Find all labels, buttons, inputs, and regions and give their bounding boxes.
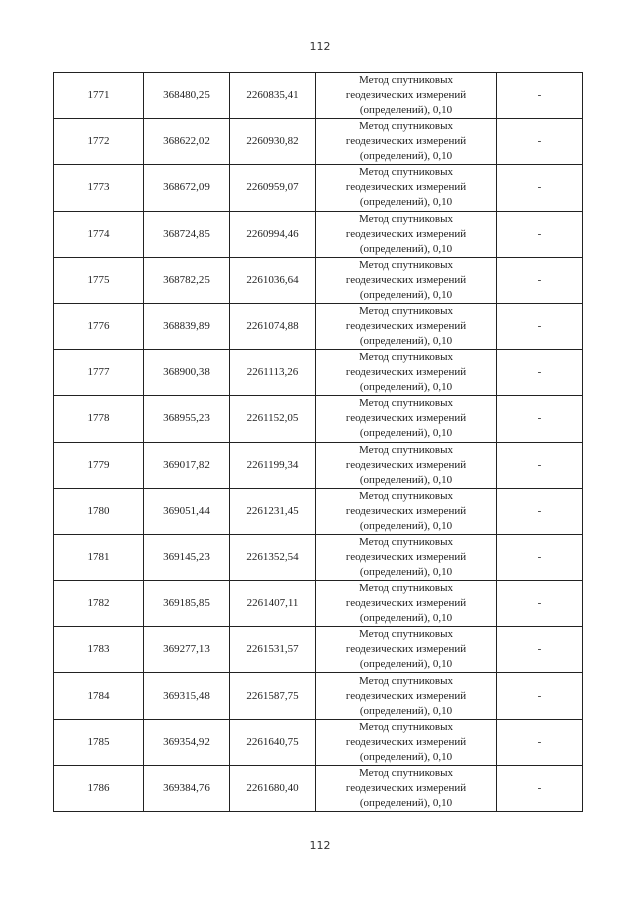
method-text-line3: (определений), 0,10 — [359, 658, 453, 671]
y-coordinate-cell: 2261407,11 — [230, 581, 316, 627]
method-cell — [316, 719, 497, 765]
description-cell: - — [497, 211, 583, 257]
description-cell: - — [497, 396, 583, 442]
x-coordinate-cell: 369145,23 — [144, 534, 230, 580]
method-text-line2: геодезических измерений — [345, 689, 467, 702]
description-cell: - — [497, 119, 583, 165]
table-row — [54, 442, 583, 488]
method-text-line1: Метод спутниковых — [359, 351, 453, 364]
method-text-line3: (определений), 0,10 — [359, 612, 453, 625]
method-cell — [316, 119, 497, 165]
table-row — [54, 396, 583, 442]
point-number-cell: 1778 — [54, 396, 144, 442]
coordinates-table — [53, 72, 583, 812]
method-text-line3: (определений), 0,10 — [359, 750, 453, 763]
method-text-line3: (определений), 0,10 — [359, 796, 453, 809]
method-text-line1: Метод спутниковых — [359, 674, 453, 687]
x-coordinate-cell: 369185,85 — [144, 581, 230, 627]
method-text-line1: Метод спутниковых — [359, 258, 453, 271]
description-cell: - — [497, 303, 583, 349]
method-cell — [316, 73, 497, 119]
method-cell — [316, 303, 497, 349]
method-text-line3: (определений), 0,10 — [359, 427, 453, 440]
point-number-cell: 1772 — [54, 119, 144, 165]
description-cell: - — [497, 673, 583, 719]
point-number-cell: 1783 — [54, 627, 144, 673]
point-number-cell: 1782 — [54, 581, 144, 627]
y-coordinate-cell: 2261036,64 — [230, 257, 316, 303]
x-coordinate-cell: 368955,23 — [144, 396, 230, 442]
table-row — [54, 719, 583, 765]
method-text-line3: (определений), 0,10 — [359, 335, 453, 348]
table-row — [54, 73, 583, 119]
point-number-cell: 1786 — [54, 765, 144, 811]
x-coordinate-cell: 368900,38 — [144, 350, 230, 396]
y-coordinate-cell: 2261531,57 — [230, 627, 316, 673]
method-cell — [316, 442, 497, 488]
method-text-line3: (определений), 0,10 — [359, 196, 453, 209]
point-number-cell: 1771 — [54, 73, 144, 119]
table-row — [54, 165, 583, 211]
page-number-top: 112 — [309, 40, 331, 53]
y-coordinate-cell: 2261352,54 — [230, 534, 316, 580]
point-number-cell: 1773 — [54, 165, 144, 211]
method-text-line1: Метод спутниковых — [359, 535, 453, 548]
method-text-line1: Метод спутниковых — [359, 212, 453, 225]
method-text-line2: геодезических измерений — [345, 320, 467, 333]
description-cell: - — [497, 719, 583, 765]
table-row — [54, 765, 583, 811]
method-text-line3: (определений), 0,10 — [359, 519, 453, 532]
method-cell — [316, 257, 497, 303]
method-text-line1: Метод спутниковых — [359, 766, 453, 779]
method-text-line2: геодезических измерений — [345, 412, 467, 425]
table-row — [54, 350, 583, 396]
description-cell: - — [497, 488, 583, 534]
method-cell — [316, 534, 497, 580]
y-coordinate-cell: 2261113,26 — [230, 350, 316, 396]
method-text-line2: геодезических измерений — [345, 597, 467, 610]
point-number-cell: 1779 — [54, 442, 144, 488]
description-cell: - — [497, 765, 583, 811]
y-coordinate-cell: 2260835,41 — [230, 73, 316, 119]
method-text-line2: геодезических измерений — [345, 550, 467, 563]
method-text-line1: Метод спутниковых — [359, 582, 453, 595]
x-coordinate-cell: 369354,92 — [144, 719, 230, 765]
description-cell: - — [497, 534, 583, 580]
method-text-line1: Метод спутниковых — [359, 166, 453, 179]
method-text-line3: (определений), 0,10 — [359, 704, 453, 717]
method-text-line1: Метод спутниковых — [359, 120, 453, 133]
method-text-line2: геодезических измерений — [345, 181, 467, 194]
method-text-line3: (определений), 0,10 — [359, 104, 453, 117]
table-row — [54, 673, 583, 719]
point-number-cell: 1781 — [54, 534, 144, 580]
method-text-line2: геодезических измерений — [345, 735, 467, 748]
x-coordinate-cell: 369017,82 — [144, 442, 230, 488]
method-text-line1: Метод спутниковых — [359, 397, 453, 410]
method-text-line1: Метод спутниковых — [359, 443, 453, 456]
y-coordinate-cell: 2260930,82 — [230, 119, 316, 165]
table-row — [54, 303, 583, 349]
page-number-bottom: 112 — [309, 839, 331, 852]
method-text-line1: Метод спутниковых — [359, 720, 453, 733]
method-text-line3: (определений), 0,10 — [359, 565, 453, 578]
y-coordinate-cell: 2261587,75 — [230, 673, 316, 719]
method-cell — [316, 765, 497, 811]
table-row — [54, 211, 583, 257]
method-text-line2: геодезических измерений — [345, 366, 467, 379]
y-coordinate-cell: 2261680,40 — [230, 765, 316, 811]
table-row — [54, 257, 583, 303]
description-cell: - — [497, 442, 583, 488]
x-coordinate-cell: 368672,09 — [144, 165, 230, 211]
method-text-line3: (определений), 0,10 — [359, 242, 453, 255]
method-text-line1: Метод спутниковых — [359, 628, 453, 641]
method-text-line2: геодезических измерений — [345, 273, 467, 286]
method-cell — [316, 627, 497, 673]
y-coordinate-cell: 2261199,34 — [230, 442, 316, 488]
y-coordinate-cell: 2261152,05 — [230, 396, 316, 442]
method-text-line2: геодезических измерений — [345, 227, 467, 240]
point-number-cell: 1777 — [54, 350, 144, 396]
table-row — [54, 119, 583, 165]
x-coordinate-cell: 368622,02 — [144, 119, 230, 165]
method-cell — [316, 211, 497, 257]
method-cell — [316, 350, 497, 396]
point-number-cell: 1776 — [54, 303, 144, 349]
table-row — [54, 488, 583, 534]
point-number-cell: 1775 — [54, 257, 144, 303]
y-coordinate-cell: 2261640,75 — [230, 719, 316, 765]
point-number-cell: 1785 — [54, 719, 144, 765]
point-number-cell: 1780 — [54, 488, 144, 534]
x-coordinate-cell: 369277,13 — [144, 627, 230, 673]
method-text-line1: Метод спутниковых — [359, 305, 453, 318]
x-coordinate-cell: 369051,44 — [144, 488, 230, 534]
x-coordinate-cell: 368839,89 — [144, 303, 230, 349]
method-text-line2: геодезических измерений — [345, 89, 467, 102]
method-text-line2: геодезических измерений — [345, 504, 467, 517]
method-text-line2: геодезических измерений — [345, 458, 467, 471]
method-cell — [316, 488, 497, 534]
description-cell: - — [497, 165, 583, 211]
description-cell: - — [497, 581, 583, 627]
method-text-line1: Метод спутниковых — [359, 489, 453, 502]
x-coordinate-cell: 368724,85 — [144, 211, 230, 257]
description-cell: - — [497, 73, 583, 119]
method-text-line2: геодезических измерений — [345, 643, 467, 656]
y-coordinate-cell: 2261231,45 — [230, 488, 316, 534]
method-cell — [316, 165, 497, 211]
method-text-line2: геодезических измерений — [345, 135, 467, 148]
method-text-line2: геодезических измерений — [345, 781, 467, 794]
table-row — [54, 581, 583, 627]
method-text-line3: (определений), 0,10 — [359, 150, 453, 163]
coordinates-table-body — [54, 73, 583, 812]
x-coordinate-cell: 368782,25 — [144, 257, 230, 303]
description-cell: - — [497, 350, 583, 396]
table-row — [54, 534, 583, 580]
table-row — [54, 627, 583, 673]
x-coordinate-cell: 369384,76 — [144, 765, 230, 811]
method-text-line1: Метод спутниковых — [359, 74, 453, 87]
method-text-line3: (определений), 0,10 — [359, 473, 453, 486]
method-cell — [316, 581, 497, 627]
x-coordinate-cell: 368480,25 — [144, 73, 230, 119]
method-cell — [316, 673, 497, 719]
description-cell: - — [497, 627, 583, 673]
method-cell — [316, 396, 497, 442]
x-coordinate-cell: 369315,48 — [144, 673, 230, 719]
y-coordinate-cell: 2260959,07 — [230, 165, 316, 211]
y-coordinate-cell: 2260994,46 — [230, 211, 316, 257]
method-text-line3: (определений), 0,10 — [359, 288, 453, 301]
method-text-line3: (определений), 0,10 — [359, 381, 453, 394]
point-number-cell: 1774 — [54, 211, 144, 257]
point-number-cell: 1784 — [54, 673, 144, 719]
description-cell: - — [497, 257, 583, 303]
y-coordinate-cell: 2261074,88 — [230, 303, 316, 349]
